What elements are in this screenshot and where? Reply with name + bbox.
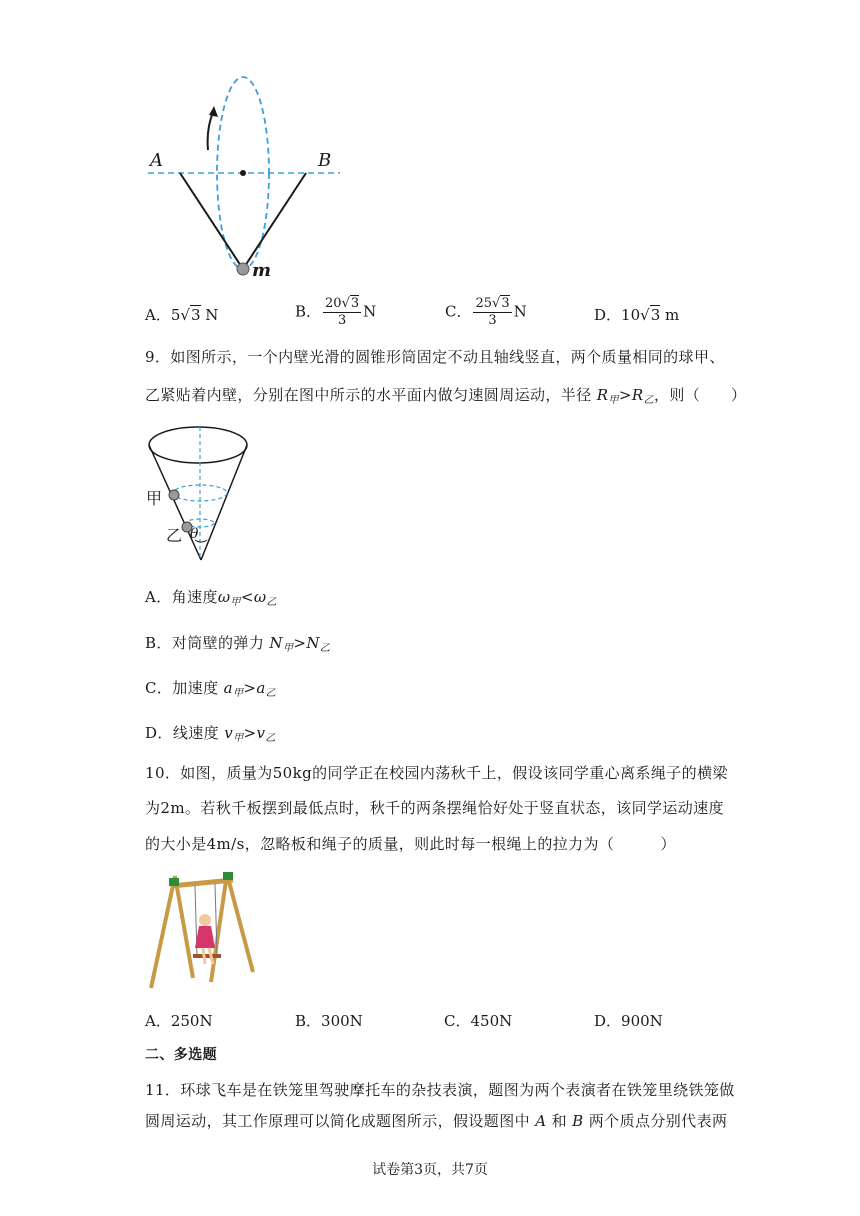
q10-swing-figure [145, 868, 260, 994]
q8-option-d: D．10√3 m [594, 306, 680, 324]
q8-option-c: C． $\frac{25√3}{3}$ N [445, 296, 527, 328]
q10-option-a: A．250N [145, 1012, 213, 1030]
q9-label-jia: 甲 [146, 489, 163, 508]
q10-stem-line3: 的大小是4m/s，忽略板和绳子的质量，则此时每一根绳上的拉力为（ ） [145, 835, 676, 853]
page-footer: 试卷第3页，共7页 [372, 1162, 488, 1178]
q9-label-yi: 乙 [166, 526, 183, 545]
q8-option-b: B． $\frac{20√3}{3}$ N [295, 296, 377, 328]
q8-label-a: A [150, 150, 163, 171]
q9-label-theta: θ [190, 526, 199, 542]
q9-option-a: A．角速度$\omega_甲<\omega_乙$ [145, 588, 277, 608]
q10-option-c: C．450N [444, 1012, 513, 1030]
q10-stem-line2: 为2m。若秋千板摆到最低点时，秋千的两条摆绳恰好处于竖直状态，该同学运动速度 [145, 799, 724, 817]
q9-stem-line2: 乙紧贴着内壁，分别在图中所示的水平面内做匀速圆周运动，半径 $R_甲>R_乙$，则（ ） [145, 386, 747, 406]
q11-stem-line1: 11．环球飞车是在铁笼里驾驶摩托车的杂技表演，题图为两个表演者在铁笼里绕铁笼做 [145, 1081, 735, 1099]
q8-option-a: A．5√3 N [145, 306, 219, 324]
q11-stem-line2: 圆周运动，其工作原理可以简化成题图所示，假设题图中 A 和 B 两个质点分别代表两 [145, 1112, 728, 1130]
q9-option-d: D．线速度 $v_甲>v_乙$ [145, 724, 276, 744]
q8-figure [140, 70, 350, 285]
q9-stem-line1: 9．如图所示，一个内壁光滑的圆锥形筒固定不动且轴线竖直，两个质量相同的球甲、 [145, 348, 725, 366]
q8-label-m: m [252, 260, 272, 281]
q8-label-b: B [318, 150, 332, 171]
section-heading-multiple-choice: 二、多选题 [145, 1047, 217, 1063]
q10-stem-line1: 10．如图，质量为50kg的同学正在校园内荡秋千上，假设该同学重心离系绳子的横梁 [145, 764, 728, 782]
q10-option-b: B．300N [295, 1012, 363, 1030]
q9-option-b: B．对筒壁的弹力 $N_甲>N_乙$ [145, 634, 331, 654]
q10-option-d: D．900N [594, 1012, 663, 1030]
q9-option-c: C．加速度 $a_甲>a_乙$ [145, 679, 277, 699]
